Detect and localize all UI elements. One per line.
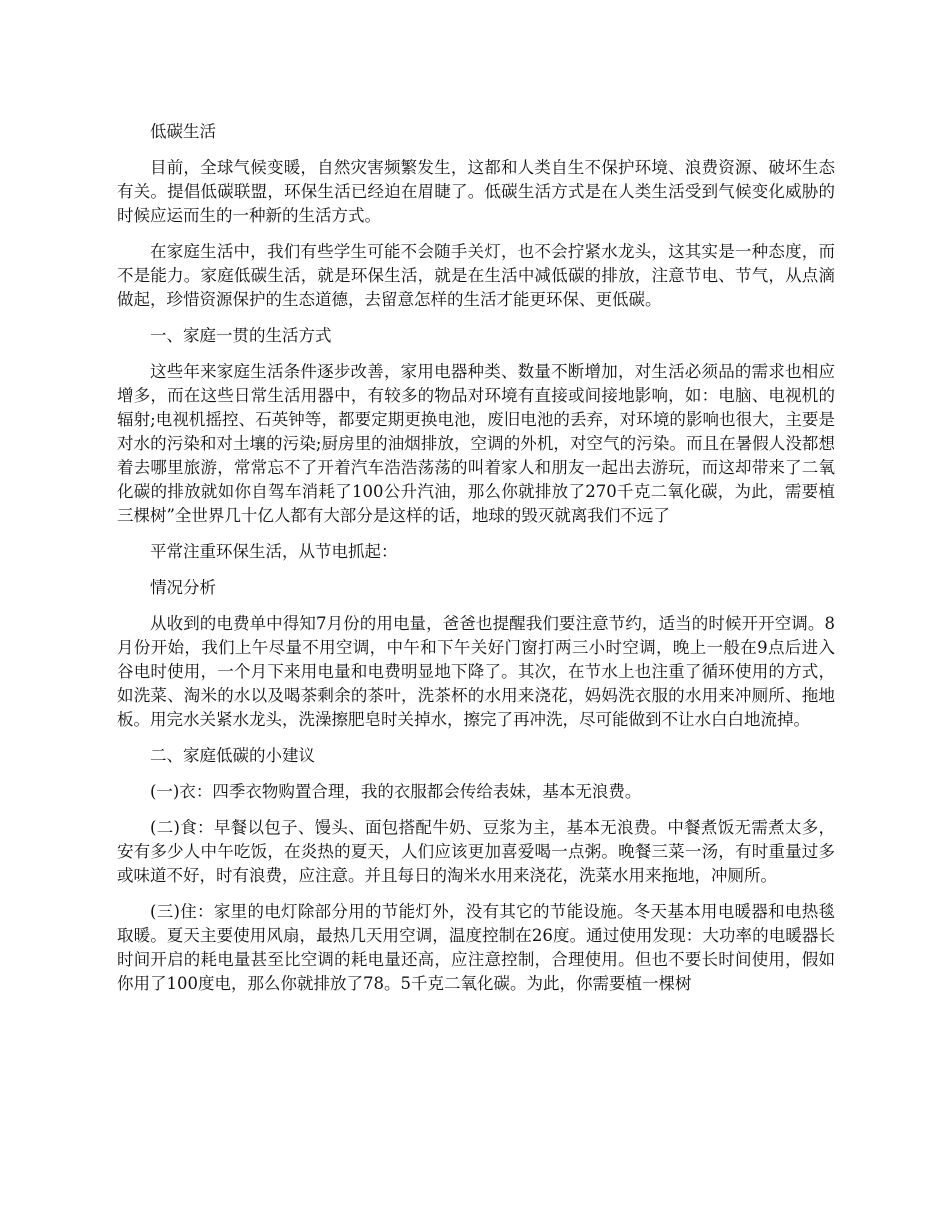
paragraph-lifestyle: 这些年来家庭生活条件逐步改善，家用电器种类、数量不断增加，对生活必须品的需求也相应增多，而在这些日常生活用器中，有较多的物品对环境有直接或间接地影响，如：电脑、电视机的辐射;电视机摇控、石英钟等，都要定期更换电池，废旧电池的丢弃，对环境的影响也很大，主要是对水的污染和对土壤的污染;厨房里的油烟排放，空调的外机，对空气的污染。而且在暑假人没都想着去哪里旅游，常常忘不了开着汽车浩浩荡荡的叫着家人和朋友一起出去游玩，而这却带来了二氧化碳的排放就如你自驾车消耗了100公升汽油，那么你就排放了270千克二氧化碳，为此，需要植三棵树”全世界几十亿人都有大部分是这样的话，地球的毁灭就离我们不远了 <box>117 362 835 525</box>
paragraph-housing: (三)住：家里的电灯除部分用的节能灯外，没有其它的节能设施。冬天基本用电暖器和电热毯取暖。夏天主要使用风扇，最热几天用空调，温度控制在26度。通过使用发现：大功率的电暖器长时间开启的耗电量甚至比空调的耗电量还高，应注意控制，合理使用。但也不要长时间使用，假如你用了100度电，那么你就排放了78。5千克二氧化碳。为此，你需要植一棵树 <box>117 902 835 993</box>
subheading-analysis: 情况分析 <box>150 578 216 597</box>
paragraph-intro: 目前，全球气候变暖，自然灾害频繁发生，这都和人类自生不保护环境、浪费资源、破坏生态有关。提倡低碳联盟，环保生活已经迫在眉睫了。低碳生活方式是在人类生活受到气候变化威胁的时候应运而生的一种新的生活方式。 <box>117 158 835 225</box>
paragraph-food: (二)食：早餐以包子、馒头、面包搭配牛奶、豆浆为主，基本无浪费。中餐煮饭无需煮太多，安有多少人中午吃饭，在炎热的夏天，人们应该更加喜爱喝一点粥。晚餐三菜一汤，有时重量过多或味道不好，时有浪费，应注意。并且每日的淘米水用来浇花，洗菜水用来拖地，冲厕所。 <box>117 818 835 885</box>
subheading-save-electricity: 平常注重环保生活，从节电抓起： <box>150 542 398 561</box>
section-heading-1: 一、家庭一贯的生活方式 <box>150 326 332 345</box>
paragraph-clothing: (一)衣：四季衣物购置合理，我的衣服都会传给表妹，基本无浪费。 <box>150 782 642 801</box>
section-heading-2: 二、家庭低碳的小建议 <box>150 746 315 765</box>
paragraph-analysis: 从收到的电费单中得知7月份的用电量，爸爸也提醒我们要注意节约，适当的时候开开空调。8月份开始，我们上午尽量不用空调，中午和下午关好门窗打两三小时空调，晚上一般在9点后进入谷电时使用，一个月下来用电量和电费明显地下降了。其次，在节水上也注重了循环使用的方式，如洗菜、淘米的水以及喝茶剩余的茶叶，洗茶杯的水用来浇花，妈妈洗衣服的水用来冲厕所、拖地板。用完水关紧水龙头，洗澡擦肥皂时关掉水，擦完了再冲洗，尽可能做到不让水白白地流掉。 <box>117 614 835 729</box>
paragraph-family-life: 在家庭生活中，我们有些学生可能不会随手关灯，也不会拧紧水龙头，这其实是一种态度，而不是能力。家庭低碳生活，就是环保生活，就是在生活中减低碳的排放，注意节电、节气，从点滴做起，珍惜资源保护的生态道德，去留意怎样的生活才能更环保、更低碳。 <box>117 242 835 309</box>
document-page <box>117 120 835 1008</box>
document-title: 低碳生活 <box>150 122 216 141</box>
